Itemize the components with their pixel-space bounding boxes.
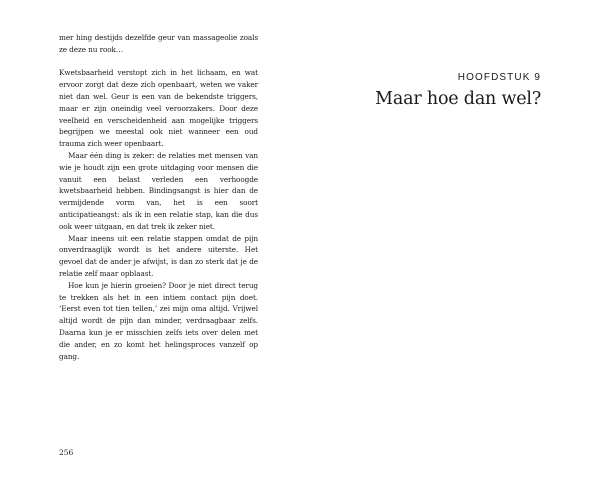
paragraph-groeien: Hoe kun je hierin groeien? Door je niet direct terug te trekken als het in een intiem contact pijn doet. ‘Eerst even tot tien tellen,’ zei mijn oma altijd. Vrijwel altijd wordt de pijn dan minder, verdraagbaar zelfs. Daarna kun je er misschien zelfs iets over delen met die ander, en zo komt het helingsproces vanzelf op gang.	[59, 280, 258, 361]
chapter-title: Maar hoe dan wel?	[375, 89, 541, 109]
paragraph-uiterste: Maar ineens uit een relatie stappen omdat de pijn onverdraaglijk wordt is het andere uiterste. Het gevoel dat de ander je afwijst, is dan zo sterk dat je de relatie zelf maar opblaast.	[59, 233, 258, 278]
paragraph-continuation: mer hing destijds dezelfde geur van massageolie zoals ze deze nu rook…	[59, 33, 258, 54]
paragraph-kwetsbaarheid: Kwetsbaarheid verstopt zich in het lichaam, en wat ervoor zorgt dat deze zich openbaart, weten we vaker niet dan wel. Geur is een van de bekendste triggers, maar er zijn oneindig veel veroorzakers. Door deze veelheid en verscheidenheid aan mogelijke triggers begrijpen we meestal ook niet wanneer een oud trauma zich weer openbaart.	[59, 68, 258, 149]
page-number: 256	[59, 448, 74, 457]
body-text	[59, 32, 258, 362]
chapter-label: HOOFDSTUK 9	[457, 72, 541, 83]
right-page	[300, 0, 600, 480]
paragraph-relaties: Maar één ding is zeker: de relaties met mensen van wie je houdt zijn een grote uitdaging voor mensen die vanuit een belast verleden een verhoogde kwetsbaarheid hebben. Bindingsangst is hier dan de vermijdende vorm van, het is een soort anticipatieangst: als ik in een relatie stap, kan die dus ook weer uitgaan, en dat trek ik zeker niet.	[59, 150, 258, 231]
